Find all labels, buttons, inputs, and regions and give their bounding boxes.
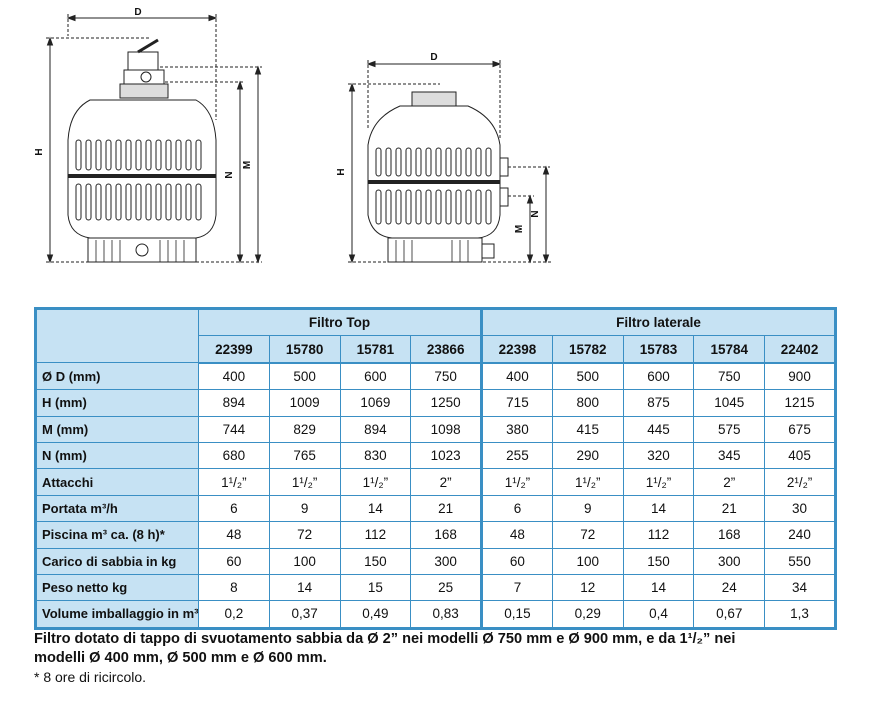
- table-cell: 6: [199, 495, 270, 521]
- table-cell: 34: [765, 574, 836, 600]
- table-cell: 380: [482, 416, 553, 442]
- row-label: Piscina m³ ca. (8 h)*: [36, 522, 199, 548]
- table-cell: 1¹/₂”: [269, 469, 340, 495]
- table-row: [36, 522, 836, 548]
- table-row: [36, 469, 836, 495]
- table-cell: 1¹/₂”: [623, 469, 694, 495]
- table-cell: 1¹/₂”: [482, 469, 553, 495]
- code-header: 15784: [694, 336, 765, 363]
- table-cell: 750: [411, 363, 482, 390]
- table-cell: 100: [269, 548, 340, 574]
- table-cell: 25: [411, 574, 482, 600]
- table-cell: 14: [340, 495, 411, 521]
- table-cell: 1069: [340, 390, 411, 416]
- table-cell: 112: [340, 522, 411, 548]
- table-cell: 168: [694, 522, 765, 548]
- table-cell: 7: [482, 574, 553, 600]
- table-row: [36, 416, 836, 442]
- table-cell: 1045: [694, 390, 765, 416]
- table-cell: 48: [199, 522, 270, 548]
- table-cell: 894: [199, 390, 270, 416]
- table-cell: 60: [482, 548, 553, 574]
- table-cell: 1215: [765, 390, 836, 416]
- table-row: [36, 574, 836, 600]
- code-header: 15783: [623, 336, 694, 363]
- table-cell: 320: [623, 442, 694, 468]
- table-cell: 680: [199, 442, 270, 468]
- table-cell: 1009: [269, 390, 340, 416]
- table-cell: 875: [623, 390, 694, 416]
- table-cell: 14: [623, 574, 694, 600]
- right-h-label: H: [336, 168, 347, 176]
- table-cell: 240: [765, 522, 836, 548]
- code-header: 15781: [340, 336, 411, 363]
- table-cell: 415: [552, 416, 623, 442]
- code-header: 15782: [552, 336, 623, 363]
- left-m-label: M: [242, 160, 253, 170]
- table-cell: 400: [482, 363, 553, 390]
- table-cell: 2¹/₂”: [765, 469, 836, 495]
- note-line-2: modelli Ø 400 mm, Ø 500 mm e Ø 600 mm.: [34, 650, 327, 666]
- table-cell: 14: [623, 495, 694, 521]
- table-cell: 12: [552, 574, 623, 600]
- top-filter-diagram: [46, 14, 262, 262]
- table-cell: 829: [269, 416, 340, 442]
- code-header: 22398: [482, 336, 553, 363]
- row-label: H (mm): [36, 390, 199, 416]
- code-header: 23866: [411, 336, 482, 363]
- table-cell: 72: [269, 522, 340, 548]
- table-cell: 1¹/₂”: [340, 469, 411, 495]
- table-cell: 48: [482, 522, 553, 548]
- table-cell: 830: [340, 442, 411, 468]
- code-header: 15780: [269, 336, 340, 363]
- left-n-label: N: [224, 171, 235, 179]
- table-cell: 6: [482, 495, 553, 521]
- table-cell: 600: [340, 363, 411, 390]
- row-label: Peso netto kg: [36, 574, 199, 600]
- table-cell: 2”: [411, 469, 482, 495]
- table-cell: 150: [623, 548, 694, 574]
- table-cell: 15: [340, 574, 411, 600]
- table-cell: 400: [199, 363, 270, 390]
- table-cell: 500: [552, 363, 623, 390]
- right-d-label: D: [430, 52, 438, 63]
- spec-table: [34, 307, 837, 630]
- code-header: 22402: [765, 336, 836, 363]
- table-row: [36, 548, 836, 574]
- table-cell: 21: [411, 495, 482, 521]
- table-cell: 800: [552, 390, 623, 416]
- table-cell: 750: [694, 363, 765, 390]
- table-cell: 0,2: [199, 601, 270, 628]
- table-cell: 0,49: [340, 601, 411, 628]
- table-cell: 168: [411, 522, 482, 548]
- row-label: Attacchi: [36, 469, 199, 495]
- table-cell: 575: [694, 416, 765, 442]
- table-cell: 0,15: [482, 601, 553, 628]
- table-cell: 405: [765, 442, 836, 468]
- table-cell: 9: [552, 495, 623, 521]
- table-row: [36, 442, 836, 468]
- left-h-label: H: [34, 148, 45, 156]
- table-cell: 255: [482, 442, 553, 468]
- table-cell: 24: [694, 574, 765, 600]
- code-header: 22399: [199, 336, 270, 363]
- table-row: [36, 390, 836, 416]
- notes: [34, 630, 834, 687]
- table-cell: 675: [765, 416, 836, 442]
- table-cell: 550: [765, 548, 836, 574]
- table-cell: 0,37: [269, 601, 340, 628]
- table-cell: 765: [269, 442, 340, 468]
- table-row: [36, 363, 836, 390]
- table-row: [36, 495, 836, 521]
- table-cell: 894: [340, 416, 411, 442]
- table-cell: 100: [552, 548, 623, 574]
- table-cell: 600: [623, 363, 694, 390]
- right-n-label: N: [530, 210, 541, 218]
- table-cell: 112: [623, 522, 694, 548]
- group-header-row: [36, 309, 836, 336]
- note-line-1: Filtro dotato di tappo di svuotamento sabbia da Ø 2” nei modelli Ø 750 mm e Ø 900 mm, e da 1¹/₂” nei: [34, 631, 736, 647]
- left-d-label: D: [134, 7, 142, 18]
- table-cell: 0,67: [694, 601, 765, 628]
- table-cell: 2”: [694, 469, 765, 495]
- table-cell: 30: [765, 495, 836, 521]
- table-cell: 290: [552, 442, 623, 468]
- table-cell: 8: [199, 574, 270, 600]
- table-cell: 445: [623, 416, 694, 442]
- table-cell: 14: [269, 574, 340, 600]
- table-cell: 21: [694, 495, 765, 521]
- footnote: * 8 ore di ricircolo.: [34, 669, 147, 685]
- table-cell: 1023: [411, 442, 482, 468]
- row-label: Volume imballaggio in m³: [36, 601, 199, 628]
- table-cell: 300: [694, 548, 765, 574]
- filter-diagrams: [0, 0, 871, 300]
- table-cell: 72: [552, 522, 623, 548]
- row-label: N (mm): [36, 442, 199, 468]
- row-label: M (mm): [36, 416, 199, 442]
- table-cell: 715: [482, 390, 553, 416]
- table-cell: 150: [340, 548, 411, 574]
- table-cell: 1250: [411, 390, 482, 416]
- right-m-label: M: [514, 224, 525, 234]
- spec-body: [36, 363, 836, 628]
- group-filtro-top: Filtro Top: [199, 309, 482, 336]
- table-cell: 0,4: [623, 601, 694, 628]
- row-label: Portata m³/h: [36, 495, 199, 521]
- row-label: Carico di sabbia in kg: [36, 548, 199, 574]
- table-cell: 500: [269, 363, 340, 390]
- table-cell: 1¹/₂”: [552, 469, 623, 495]
- table-cell: 9: [269, 495, 340, 521]
- table-cell: 1¹/₂”: [199, 469, 270, 495]
- group-filtro-laterale: Filtro laterale: [482, 309, 836, 336]
- table-cell: 300: [411, 548, 482, 574]
- table-cell: 0,29: [552, 601, 623, 628]
- table-cell: 744: [199, 416, 270, 442]
- table-cell: 0,83: [411, 601, 482, 628]
- row-label: Ø D (mm): [36, 363, 199, 390]
- table-cell: 900: [765, 363, 836, 390]
- table-cell: 1,3: [765, 601, 836, 628]
- corner-cell: [36, 309, 199, 363]
- table-row: [36, 601, 836, 628]
- table-cell: 60: [199, 548, 270, 574]
- table-cell: 1098: [411, 416, 482, 442]
- table-cell: 345: [694, 442, 765, 468]
